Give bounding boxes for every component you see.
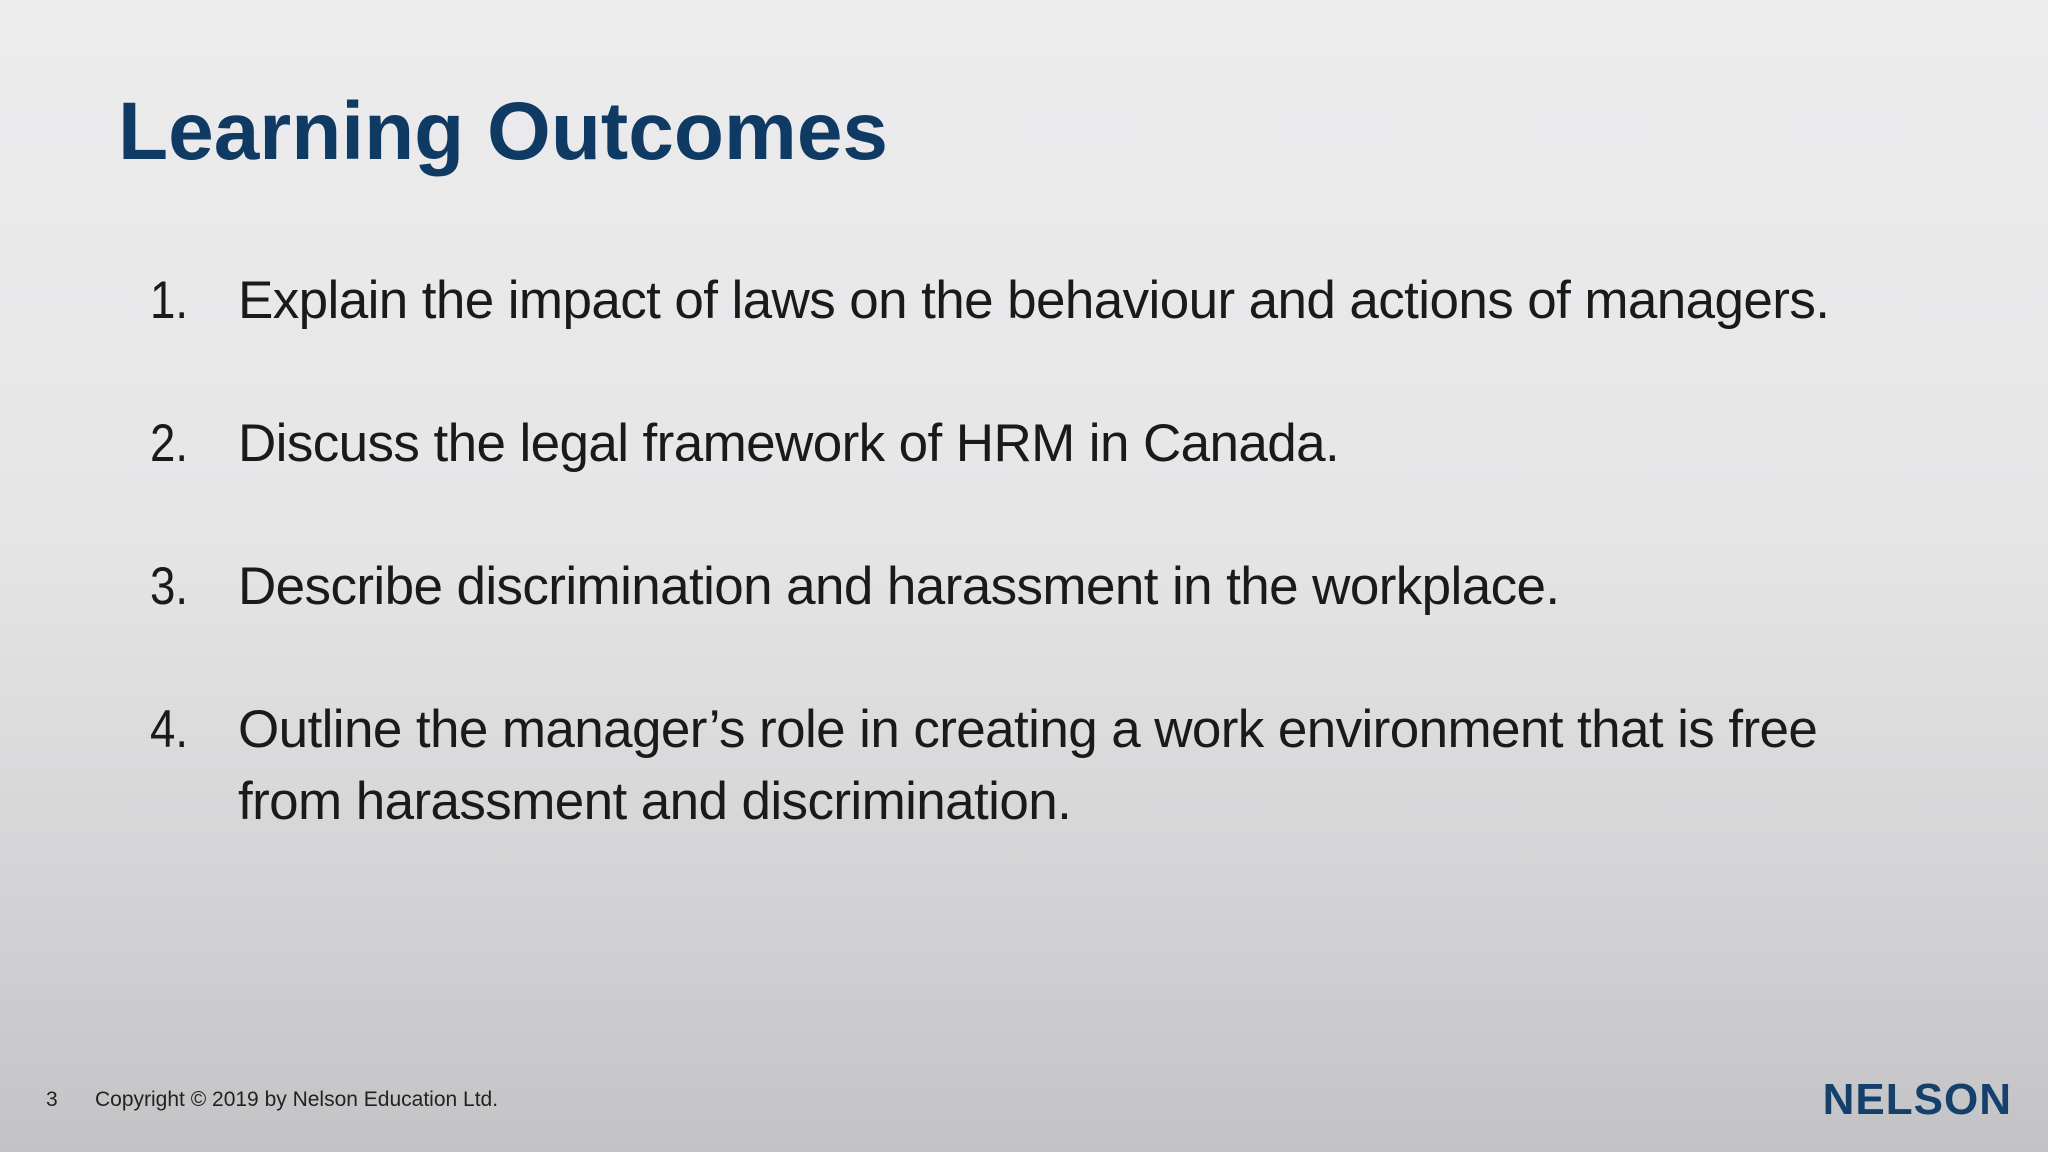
list-item-text: Discuss the legal framework of HRM in Canada. [238,414,1340,473]
list-item-number: 2. [150,414,189,473]
nelson-logo: NELSON [1822,1075,2012,1124]
list-item [150,408,1910,480]
copyright-notice: Copyright © 2019 by Nelson Education Ltd. [95,1088,499,1111]
list-item-text: Explain the impact of laws on the behaviour and actions of managers. [238,271,1830,330]
list-item [150,551,1910,623]
list-item-number: 1. [150,271,189,330]
slide-title: Learning Outcomes [118,86,889,177]
page-number: 3 [46,1088,58,1111]
list-item-number: 3. [150,557,189,616]
list-item [150,265,1910,337]
list-item-text: Outline the manager’s role in creating a work environment that is free from harassment and discrimination. [238,700,1818,831]
list-item [150,694,1910,838]
learning-outcomes-list [150,265,1910,909]
list-item-text: Describe discrimination and harassment in the workplace. [238,557,1560,616]
list-item-number: 4. [150,700,189,759]
